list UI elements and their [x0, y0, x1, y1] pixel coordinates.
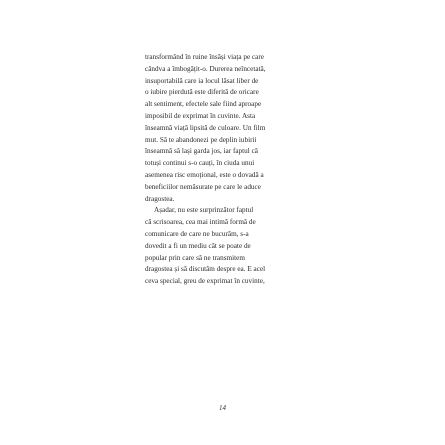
body-text	[145, 52, 313, 288]
text-line: dragostea.	[145, 194, 175, 203]
text-line: înseamnă viață lipsită de culoare. Un film	[145, 123, 266, 132]
text-line: transformând în ruine însăși viața pe care	[145, 53, 264, 61]
paragraph-2	[145, 205, 313, 288]
text-line: o iubire pierdută este diferită de oricare	[145, 88, 259, 97]
text-line: asemenea risc emoțional, este o dovadă a	[145, 170, 264, 179]
text-line: mut. Să te abandonezi pe deplin iubirii	[145, 135, 257, 144]
page-number: 14	[219, 404, 226, 412]
paragraph-1	[145, 52, 313, 205]
text-line: totuși continui s-o cauți, în ciuda unui	[145, 159, 255, 168]
text-line: popular prin care să ne transmitem	[145, 253, 245, 262]
text-line: beneficiilor nemăsurate pe care le aduce	[145, 182, 261, 191]
text-line: Așadar, nu este surprinzător faptul	[154, 206, 254, 215]
text-line: alt sentiment, efectele sale fiind aproape	[145, 100, 262, 109]
text-line: dovedit a fi un mediu cât se poate de	[145, 241, 251, 250]
text-line: insuportabilă care ia locul lăsat liber de	[145, 76, 259, 85]
text-line: comunicare de care ne bucurăm, s-a	[145, 229, 249, 238]
text-line: ceva special, greu de exprimat în cuvinte,	[145, 277, 265, 286]
text-line: cândva a îmbogățit-o. Durerea neîncetată,	[145, 64, 266, 73]
text-line: înseamnă să lași garda jos, iar faptul că	[145, 147, 258, 156]
text-line: imposibil de exprimat în cuvinte. Asta	[145, 111, 256, 120]
text-line: dragostea și să discutăm despre ea. E acel	[145, 265, 266, 274]
text-line: că scrisoarea, cea mai intimă formă de	[145, 218, 256, 227]
